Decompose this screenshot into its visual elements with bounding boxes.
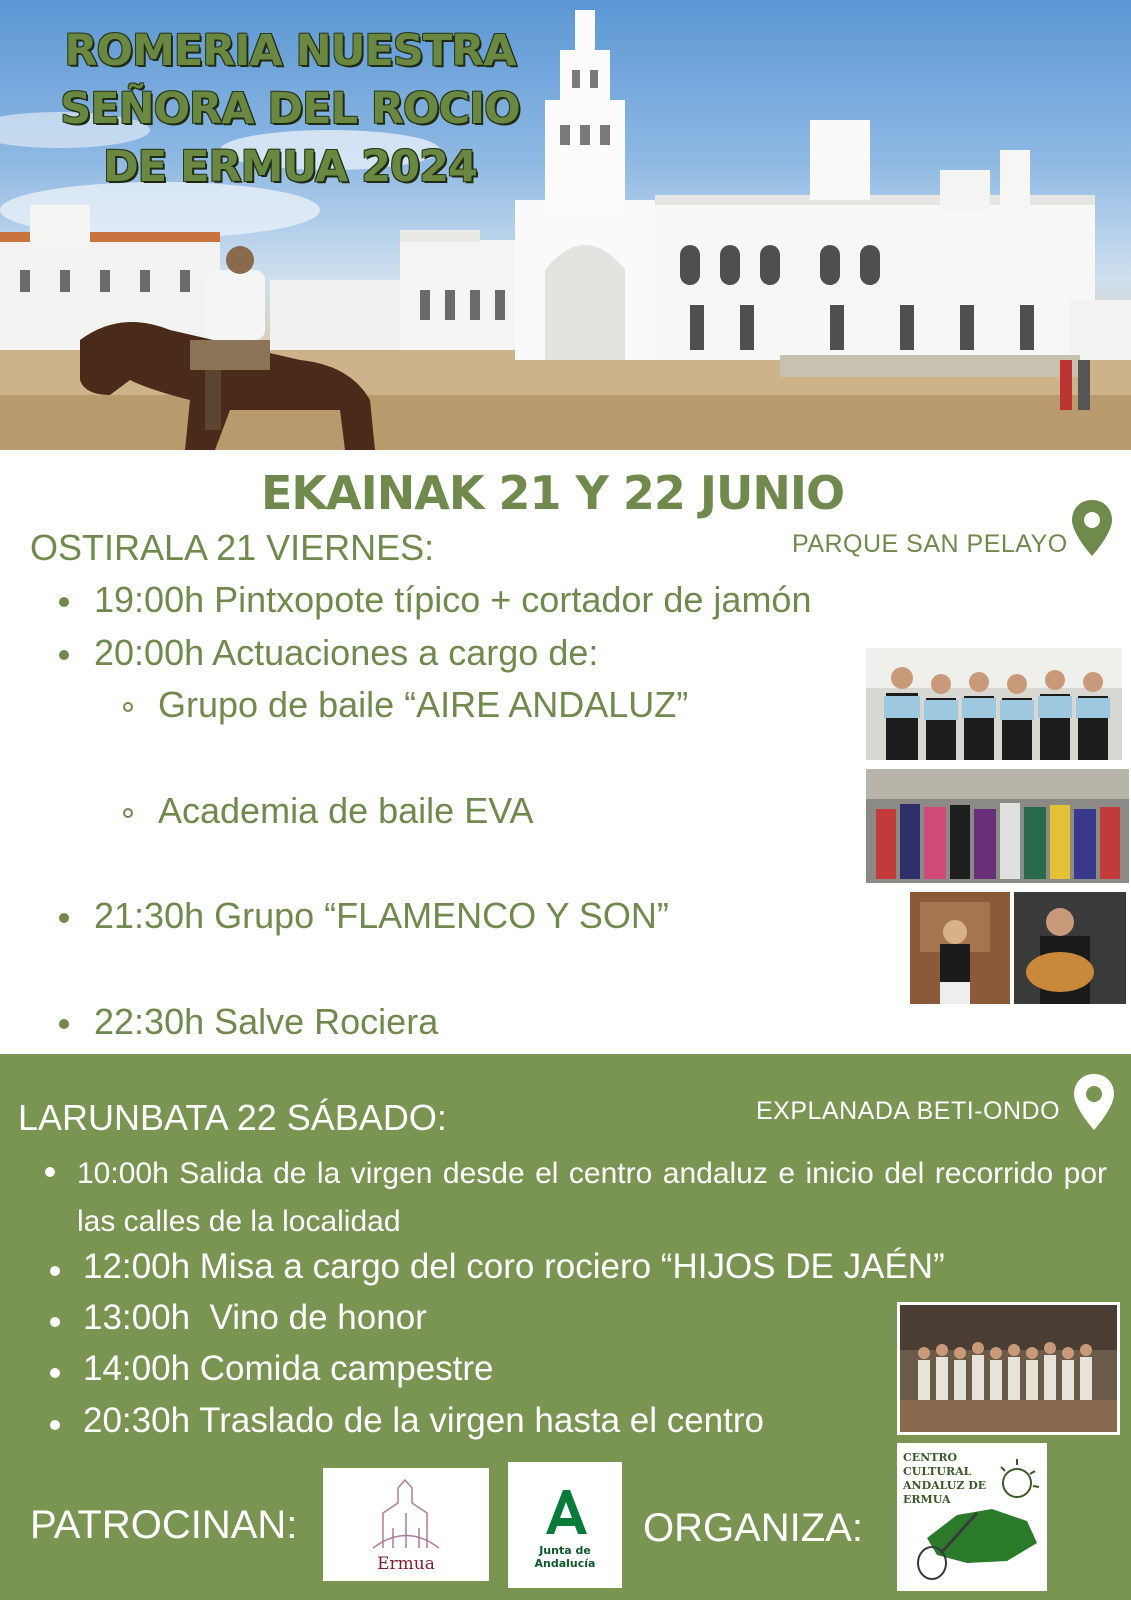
event-title-line-2: SEÑORA DEL ROCIO	[60, 84, 520, 134]
bullet-icon	[50, 1317, 60, 1327]
event-title	[40, 22, 540, 196]
organizer-label: ORGANIZA:	[643, 1506, 864, 1550]
logo-junta-text: Junta de Andalucía	[534, 1544, 596, 1570]
logo-ermua	[323, 1468, 489, 1581]
friday-subitem: Academia de baile EVA	[158, 790, 534, 831]
bullet-icon	[50, 1420, 60, 1430]
sub-bullet-icon	[123, 702, 133, 712]
saturday-item: 14:00h Comida campestre	[83, 1349, 494, 1388]
photo-aire-andaluz	[864, 646, 1124, 762]
sponsors-label: PATROCINAN:	[30, 1503, 298, 1547]
dates-heading: EKAINAK 21 Y 22 JUNIO	[260, 466, 845, 520]
saturday-item: 10:00h Salida de la virgen desde el centro andaluz e inicio del recorrido por las calles de la localidad	[77, 1157, 1107, 1238]
friday-item: 20:00h Actuaciones a cargo de:	[94, 632, 599, 673]
photo-flamenco-y-son	[908, 890, 1128, 1006]
event-title-line-1: ROMERIA NUESTRA	[64, 26, 516, 76]
bullet-icon	[59, 650, 69, 660]
friday-location: PARQUE SAN PELAYO	[792, 530, 1068, 558]
saturday-location: EXPLANADA BETI-ONDO	[756, 1097, 1061, 1125]
logo-junta-andalucia	[508, 1462, 622, 1588]
andalucia-map-guitar-icon	[897, 1443, 1047, 1591]
logo-centro-line: CENTRO CULTURAL	[903, 1451, 972, 1478]
map-pin-icon	[1072, 500, 1112, 556]
sub-bullet-icon	[123, 808, 133, 818]
map-pin-icon	[1074, 1074, 1114, 1130]
friday-item: 21:30h Grupo “FLAMENCO Y SON”	[94, 895, 669, 936]
bullet-icon	[45, 1167, 55, 1177]
bullet-icon	[50, 1266, 60, 1276]
friday-item: 19:00h Pintxopote típico + cortador de jamón	[94, 579, 812, 620]
bullet-icon	[59, 913, 69, 923]
photo-coro-hijos-de-jaen	[897, 1302, 1120, 1435]
logo-centro-line: ANDALUZ DE	[903, 1479, 987, 1492]
event-title-line-3: DE ERMUA 2024	[103, 142, 477, 192]
friday-item: 22:30h Salve Rociera	[94, 1001, 439, 1042]
photo-academia-eva	[864, 767, 1131, 885]
hero-banner	[0, 0, 1131, 450]
saturday-item: 13:00h Vino de honor	[83, 1298, 427, 1337]
saturday-item: 20:30h Traslado de la virgen hasta el centro	[83, 1401, 764, 1440]
saturday-title: LARUNBATA 22 SÁBADO:	[18, 1097, 447, 1138]
saturday-item: 12:00h Misa a cargo del coro rociero “HIJOS DE JAÉN”	[83, 1247, 945, 1286]
friday-title: OSTIRALA 21 VIERNES:	[30, 527, 435, 568]
friday-subitem: Grupo de baile “AIRE ANDALUZ”	[158, 684, 689, 725]
bullet-icon	[59, 597, 69, 607]
bullet-icon	[50, 1368, 60, 1378]
logo-centro-line: ERMUA	[903, 1493, 951, 1506]
logo-ermua-text: Ermua	[377, 1554, 435, 1574]
logo-centro-cultural-andaluz	[897, 1443, 1047, 1591]
bullet-icon	[59, 1019, 69, 1029]
